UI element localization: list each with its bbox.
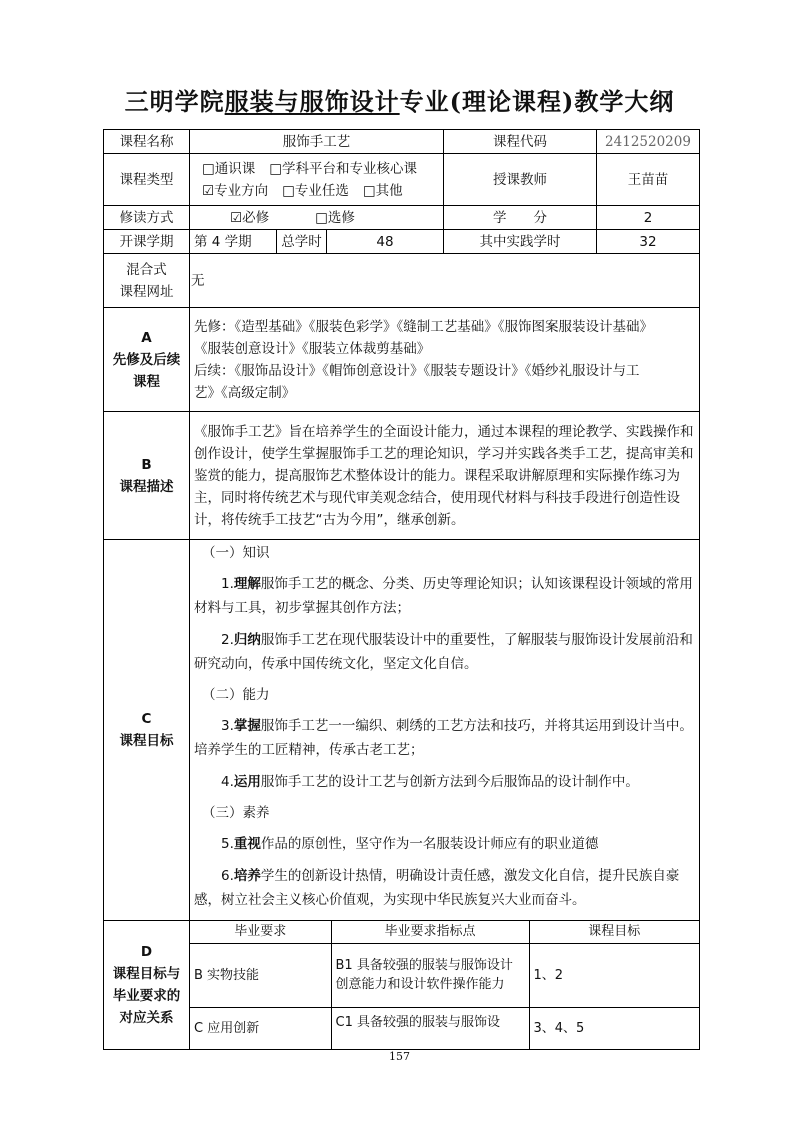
mapping-goal: 3、4、5	[529, 1007, 699, 1049]
course-code-label: 课程代码	[444, 130, 597, 154]
mapping-header-indicator: 毕业要求指标点	[331, 921, 529, 943]
syllabus-table	[103, 129, 700, 1050]
goal-keyword: 运用	[233, 774, 261, 790]
mapping-row	[190, 1007, 699, 1049]
row-section-b	[104, 412, 700, 540]
row-term	[104, 230, 700, 254]
goal-item-6	[194, 864, 695, 912]
row-course-website	[104, 254, 700, 308]
goal-heading-ability: （二）能力	[202, 687, 270, 703]
mode-option-optional: □选修	[315, 209, 355, 226]
goal-item-4	[194, 770, 695, 794]
page-title	[0, 82, 799, 117]
section-b-label	[104, 412, 190, 540]
course-name-label: 课程名称	[104, 130, 190, 154]
goal-item-5	[194, 832, 695, 856]
section-a-label	[104, 308, 190, 412]
goal-keyword: 理解	[233, 576, 261, 592]
goal-keyword: 归纳	[233, 632, 261, 648]
goal-item-2	[194, 628, 695, 676]
goal-heading-knowledge: （一）知识	[202, 545, 270, 561]
section-a-letter: A	[141, 329, 152, 346]
mapping-row	[190, 943, 699, 1007]
prereq-line-cont: 《服装创意设计》《服装立体裁剪基础》	[194, 340, 431, 357]
goal-keyword: 重视	[233, 836, 261, 852]
mapping-header-requirement: 毕业要求	[190, 921, 331, 943]
teacher-label: 授课教师	[444, 154, 597, 206]
section-d-label-line1: 课程目标与	[112, 966, 181, 982]
hours-value: 48	[327, 230, 444, 254]
section-c-label-text: 课程目标	[119, 733, 174, 749]
goal-text: 服饰手工艺一一编织、刺绣的工艺方法和技巧，并将其运用到设计当中。培养学生的工匠精神，传承古老工艺；	[194, 718, 693, 758]
type-option-general: □通识课	[202, 160, 256, 177]
study-mode-label: 修读方式	[104, 206, 190, 230]
section-c-letter: C	[141, 711, 152, 727]
goal-text: 学生的创新设计热情，明确设计责任感，激发文化自信，提升民族自豪感，树立社会主义核心价值观，为实现中华民族复兴大业而奋斗。	[194, 868, 680, 908]
type-option-elective: □专业任选	[282, 182, 349, 199]
course-name-value: 服饰手工艺	[190, 130, 444, 154]
follow-up-line-cont: 艺》《高级定制》	[194, 384, 296, 401]
study-mode-options	[190, 206, 444, 230]
hours-label: 总学时	[277, 230, 327, 254]
website-value: 无	[190, 254, 700, 308]
mode-option-required: ☑必修	[230, 209, 270, 226]
section-b-label-text: 课程描述	[119, 478, 174, 495]
goal-number: 1.	[221, 576, 234, 592]
title-part-school: 三明学院	[124, 87, 225, 116]
title-part-rest: 专业(理论课程)教学大纲	[399, 87, 675, 116]
section-d-label-line2: 毕业要求的	[112, 988, 181, 1004]
row-section-d	[104, 921, 700, 1050]
course-type-options	[190, 154, 444, 206]
type-option-direction: ☑专业方向	[202, 182, 269, 199]
website-label	[104, 254, 190, 308]
row-section-c	[104, 540, 700, 921]
type-option-other: □其他	[362, 182, 403, 199]
goal-number: 2.	[221, 632, 234, 648]
row-course-name	[104, 130, 700, 154]
course-description: 《服饰手工艺》旨在培养学生的全面设计能力，通过本课程的理论教学、实践操作和创作设计，使学生掌握服饰手工艺的理论知识，学习并实践各类手工艺，提高审美和鉴赏的能力，提高服饰艺术整体设计的能力。课程采取讲解原理和实际操作练习为主，同时将传统艺术与现代审美观念结合，使用现代材料与科技手段进行创造性设计，将传统手工技艺“古为今用”，继承创新。	[190, 412, 700, 540]
practice-label: 其中实践学时	[444, 230, 597, 254]
goal-heading-quality: （三）素养	[202, 805, 270, 821]
goal-number: 4.	[221, 774, 234, 790]
teacher-value: 王苗苗	[597, 154, 700, 206]
section-c-label	[104, 540, 190, 921]
website-label-line2: 课程网址	[119, 283, 174, 300]
section-d-label	[104, 921, 190, 1050]
goal-text: 服饰手工艺在现代服装设计中的重要性，了解服装与服饰设计发展前沿和研究动向，传承中国传统文化，坚定文化自信。	[194, 632, 693, 672]
row-section-a	[104, 308, 700, 412]
title-part-major: 服装与服饰设计	[224, 87, 400, 116]
goal-keyword: 培养	[233, 868, 261, 884]
goal-keyword: 掌握	[233, 718, 261, 734]
goal-text: 作品的原创性，坚守作为一名服装设计师应有的职业道德	[260, 836, 599, 852]
credit-value: 2	[597, 206, 700, 230]
section-a-label-line2: 课程	[133, 373, 160, 390]
follow-up-line: 后续：《服饰品设计》《帽饰创意设计》《服装专题设计》《婚纱礼服设计与工	[194, 362, 640, 379]
mapping-header-row	[190, 921, 699, 943]
mapping-cell	[190, 921, 700, 1050]
website-label-line1: 混合式	[126, 261, 167, 278]
prereq-line: 先修：《造型基础》《服装色彩学》《缝制工艺基础》《服饰图案服装设计基础》	[194, 318, 653, 335]
goal-text: 服饰手工艺的设计工艺与创新方法到今后服饰品的设计制作中。	[260, 774, 639, 790]
term-label: 开课学期	[104, 230, 190, 254]
section-a-label-line1: 先修及后续	[112, 351, 181, 368]
mapping-table	[190, 921, 699, 1049]
row-study-mode	[104, 206, 700, 230]
mapping-indicator: B1 具备较强的服装与服饰设计创意能力和设计软件操作能力	[331, 943, 529, 1007]
mapping-header-goal: 课程目标	[529, 921, 699, 943]
course-type-label: 课程类型	[104, 154, 190, 206]
goal-text: 服饰手工艺的概念、分类、历史等理论知识；认知该课程设计领域的常用材料与工具，初步掌握其创作方法；	[194, 576, 693, 616]
credit-label: 学 分	[444, 206, 597, 230]
mapping-requirement: C 应用创新	[190, 1007, 331, 1049]
course-goals	[190, 540, 700, 921]
row-course-type	[104, 154, 700, 206]
goal-number: 3.	[221, 718, 234, 734]
practice-value: 32	[597, 230, 700, 254]
goal-item-1	[194, 572, 695, 620]
goal-number: 5.	[221, 836, 234, 852]
section-d-label-line3: 对应关系	[119, 1010, 174, 1026]
section-d-letter: D	[140, 944, 153, 960]
section-a-content	[190, 308, 700, 412]
section-b-letter: B	[141, 456, 152, 473]
course-code-value: 2412520209	[597, 130, 700, 154]
type-option-core: □学科平台和专业核心课	[269, 160, 418, 177]
goal-number: 6.	[221, 868, 234, 884]
goal-item-3	[194, 714, 695, 762]
mapping-requirement: B 实物技能	[190, 943, 331, 1007]
page-number: 157	[389, 1050, 410, 1063]
mapping-goal: 1、2	[529, 943, 699, 1007]
term-value: 第 4 学期	[190, 230, 277, 254]
mapping-indicator: C1 具备较强的服装与服饰设	[331, 1007, 529, 1049]
